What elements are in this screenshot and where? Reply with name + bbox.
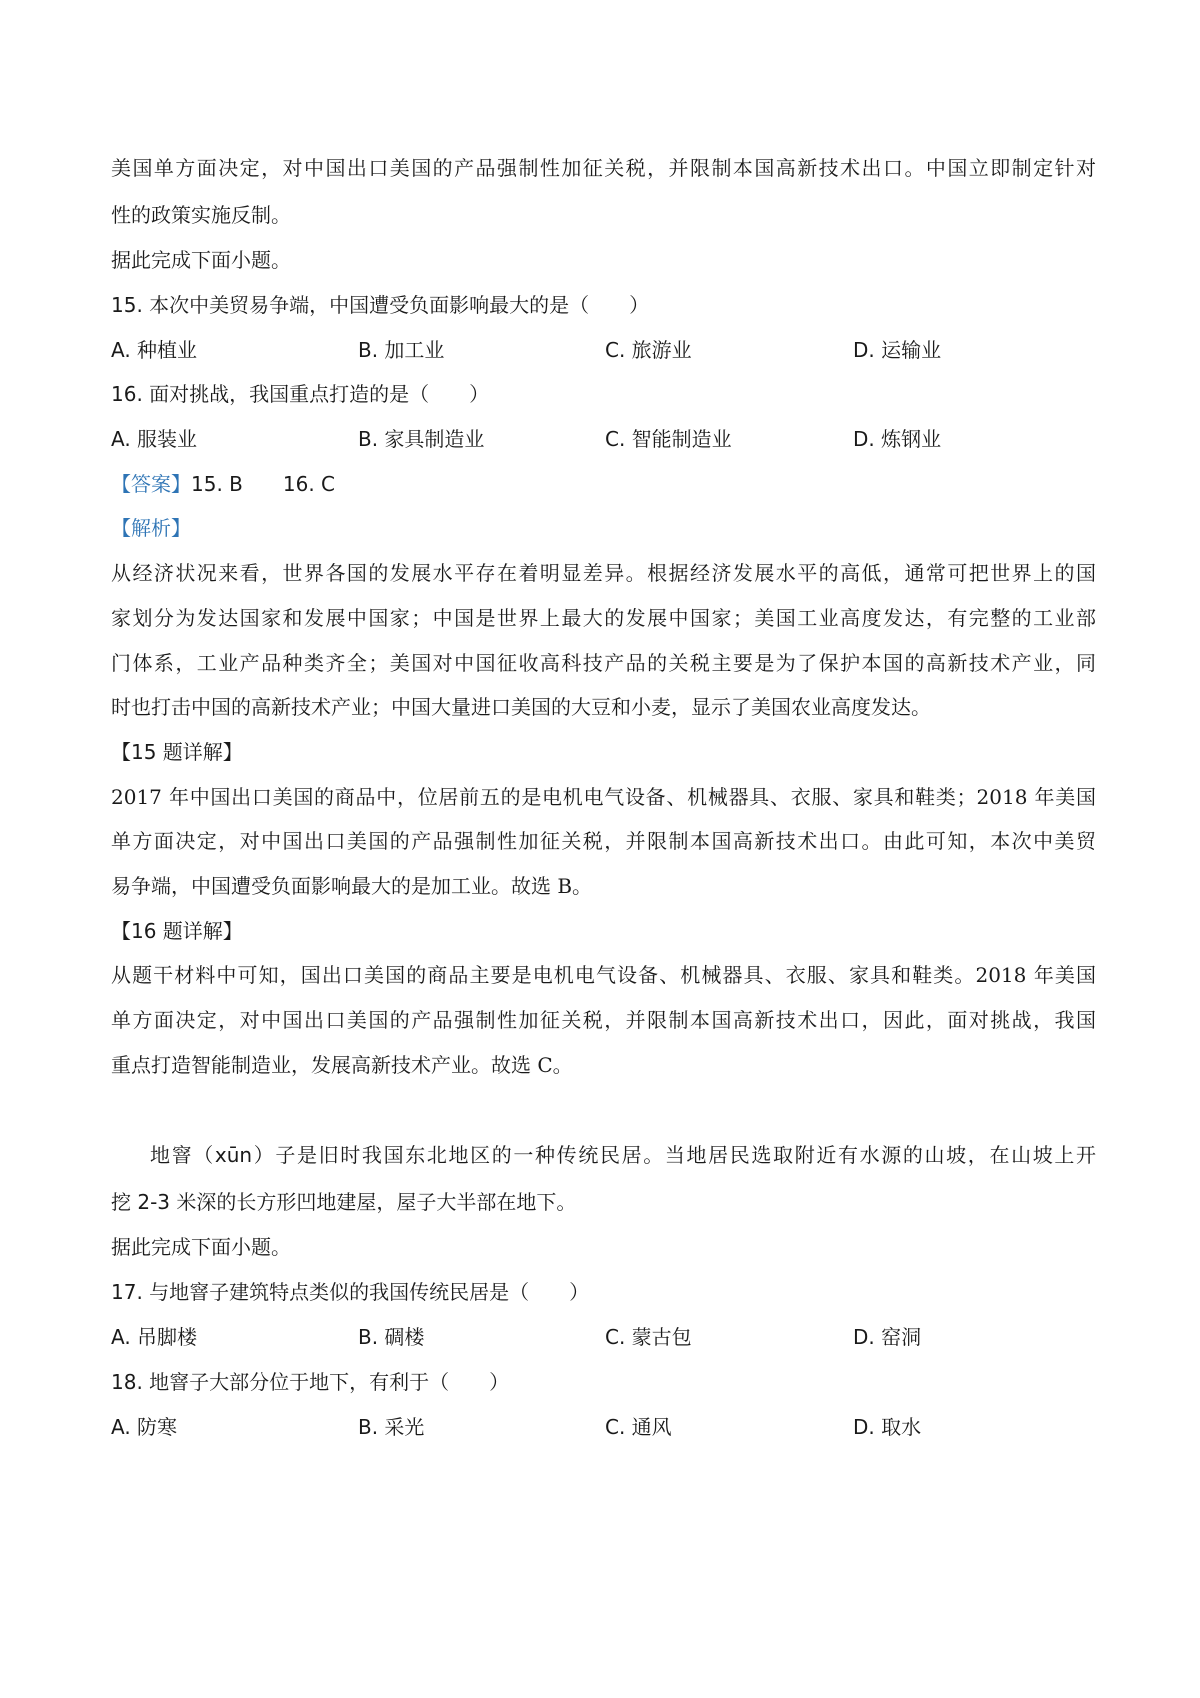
q15-option-d: D. 运输业: [853, 338, 942, 362]
question-18-options: [111, 1412, 1111, 1442]
q15-option-a: A. 种植业: [111, 338, 198, 362]
question-16-options: [111, 424, 1111, 454]
detail-15-heading: 【15 题详解】: [111, 740, 243, 764]
q17-option-c: C. 蒙古包: [605, 1325, 692, 1349]
question-15-stem: 15. 本次中美贸易争端，中国遭受负面影响最大的是（ ）: [111, 293, 650, 317]
q17-option-b: B. 碉楼: [358, 1325, 425, 1349]
analysis-line-3: 门体系，工业产品种类齐全；美国对中国征收高科技产品的关税主要是为了保护本国的高新技术产业，同: [111, 651, 1096, 675]
q16-option-b: B. 家具制造业: [358, 427, 485, 451]
q15-option-b: B. 加工业: [358, 338, 445, 362]
q15-option-c: C. 旅游业: [605, 338, 692, 362]
detail-16-line-3: 重点打造智能制造业，发展高新技术产业。故选 C。: [111, 1053, 573, 1077]
material-2-line-1: 地窨（xūn）子是旧时我国东北地区的一种传统民居。当地居民选取附近有水源的山坡，在山坡上开: [150, 1143, 1096, 1167]
intro-line-2: 性的政策实施反制。: [111, 203, 291, 227]
analysis-line-1: 从经济状况来看，世界各国的发展水平存在着明显差异。根据经济发展水平的高低，通常可把世界上的国: [111, 561, 1096, 585]
question-18-stem: 18. 地窨子大部分位于地下，有利于（ ）: [111, 1370, 510, 1394]
q16-option-c: C. 智能制造业: [605, 427, 732, 451]
analysis-label: 【解析】: [111, 516, 191, 540]
q17-option-a: A. 吊脚楼: [111, 1325, 198, 1349]
answer-label: 【答案】: [111, 472, 191, 496]
question-17-options: [111, 1322, 1111, 1352]
material-2-line-2: 挖 2-3 米深的长方形凹地建屋，屋子大半部在地下。: [111, 1190, 577, 1214]
detail-15-line-3: 易争端，中国遭受负面影响最大的是加工业。故选 B。: [111, 874, 593, 898]
q17-option-d: D. 窑洞: [853, 1325, 922, 1349]
question-16-stem: 16. 面对挑战，我国重点打造的是（ ）: [111, 382, 490, 406]
q18-option-c: C. 通风: [605, 1415, 672, 1439]
detail-16-line-1: 从题干材料中可知，国出口美国的商品主要是电机电气设备、机械器具、衣服、家具和鞋类。2018 年美国: [111, 963, 1096, 987]
question-17-stem: 17. 与地窨子建筑特点类似的我国传统民居是（ ）: [111, 1280, 590, 1304]
question-15-options: [111, 335, 1111, 365]
answer-text: 15. B 16. C: [191, 472, 336, 496]
intro-instruction: 据此完成下面小题。: [111, 248, 291, 272]
q18-option-a: A. 防寒: [111, 1415, 178, 1439]
q18-option-b: B. 采光: [358, 1415, 425, 1439]
intro-line-1: 美国单方面决定，对中国出口美国的产品强制性加征关税，并限制本国高新技术出口。中国立即制定针对: [111, 156, 1096, 180]
detail-16-line-2: 单方面决定，对中国出口美国的产品强制性加征关税，并限制本国高新技术出口，因此，面对挑战，我国: [111, 1008, 1096, 1032]
analysis-line-4: 时也打击中国的高新技术产业；中国大量进口美国的大豆和小麦，显示了美国农业高度发达。: [111, 695, 931, 719]
detail-15-line-2: 单方面决定，对中国出口美国的产品强制性加征关税，并限制本国高新技术出口。由此可知，本次中美贸: [111, 829, 1096, 853]
q16-option-d: D. 炼钢业: [853, 427, 942, 451]
q18-option-d: D. 取水: [853, 1415, 922, 1439]
analysis-heading: [111, 513, 191, 543]
detail-15-line-1: 2017 年中国出口美国的商品中，位居前五的是电机电气设备、机械器具、衣服、家具和鞋类；2018 年美国: [111, 785, 1096, 809]
material-2-instruction: 据此完成下面小题。: [111, 1235, 291, 1259]
detail-16-heading: 【16 题详解】: [111, 919, 243, 943]
q16-option-a: A. 服装业: [111, 427, 198, 451]
analysis-line-2: 家划分为发达国家和发展中国家；中国是世界上最大的发展中国家；美国工业高度发达，有完整的工业部: [111, 606, 1096, 630]
answer-line: [111, 469, 335, 499]
